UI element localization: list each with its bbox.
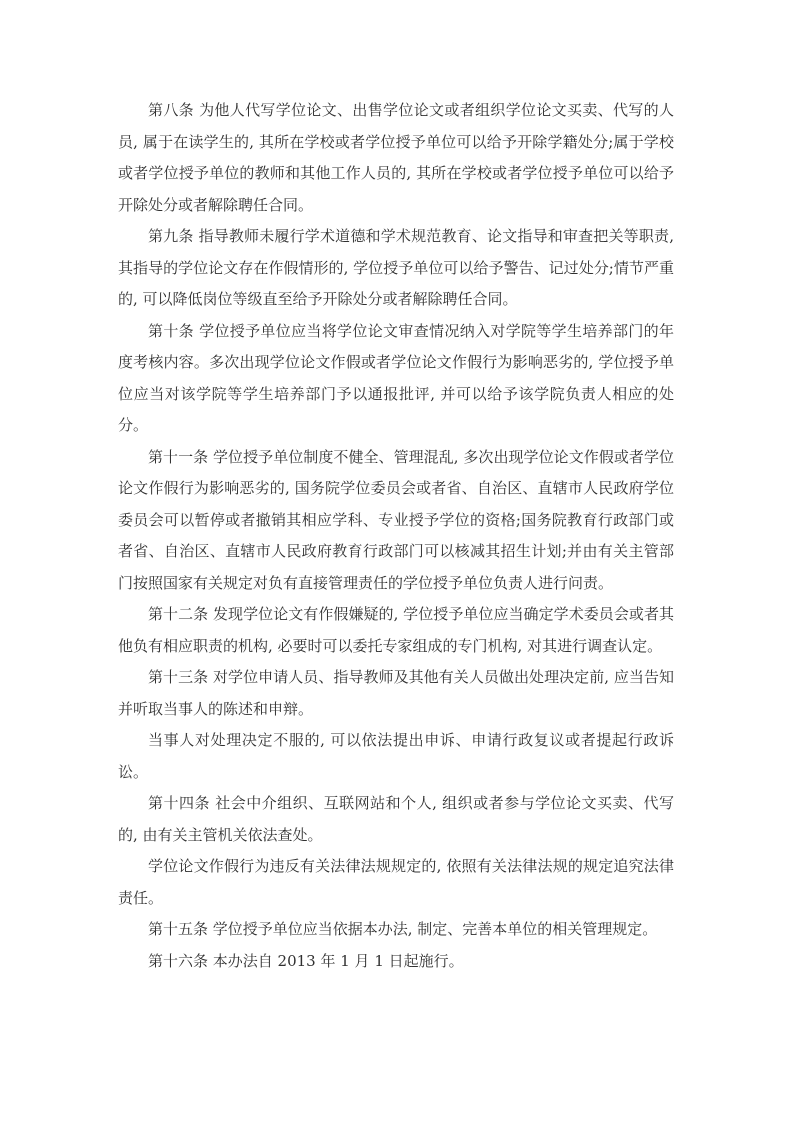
document-paragraph-article-9: 第九条 指导教师未履行学术道德和学术规范教育、论文指导和审查把关等职责, 其指导的学位论文存在作假情形的, 学位授予单位可以给予警告、记过处分;情节严重的, 可以降低岗位等级直至给予开除处分或者解除聘任合同。 — [118, 227, 674, 308]
document-paragraph-appeal: 当事人对处理决定不服的, 可以依法提出申诉、申请行政复议或者提起行政诉讼。 — [118, 731, 674, 781]
document-paragraph-legal-liability: 学位论文作假行为违反有关法律法规规定的, 依照有关法律法规的规定追究法律责任。 — [118, 857, 674, 907]
document-paragraph-article-8: 第八条 为他人代写学位论文、出售学位论文或者组织学位论文买卖、代写的人员, 属于在读学生的, 其所在学校或者学位授予单位可以给予开除学籍处分;属于学校或者学位授予单位的教师和其他工作人员的, 其所在学校或者学位授予单位可以给予开除处分或者解除聘任合同。 — [118, 101, 674, 214]
document-paragraph-article-12: 第十二条 发现学位论文有作假嫌疑的, 学位授予单位应当确定学术委员会或者其他负有相应职责的机构, 必要时可以委托专家组成的专门机构, 对其进行调查认定。 — [118, 605, 674, 655]
document-paragraph-article-10: 第十条 学位授予单位应当将学位论文审查情况纳入对学院等学生培养部门的年度考核内容。多次出现学位论文作假或者学位论文作假行为影响恶劣的, 学位授予单位应当对该学院等学生培养部门予以通报批评, 并可以给予该学院负责人相应的处分。 — [118, 321, 674, 434]
document-paragraph-article-13: 第十三条 对学位申请人员、指导教师及其他有关人员做出处理决定前, 应当告知并听取当事人的陈述和申辩。 — [118, 668, 674, 718]
document-paragraph-article-14: 第十四条 社会中介组织、互联网站和个人, 组织或者参与学位论文买卖、代写的, 由有关主管机关依法查处。 — [118, 794, 674, 844]
document-paragraph-article-11: 第十一条 学位授予单位制度不健全、管理混乱, 多次出现学位论文作假或者学位论文作假行为影响恶劣的, 国务院学位委员会或者省、自治区、直辖市人民政府学位委员会可以暂停或者撤销其相应学科、专业授予学位的资格;国务院教育行政部门或者省、自治区、直辖市人民政府教育行政部门可以核减其招生计划;并由有关主管部门按照国家有关规定对负有直接管理责任的学位授予单位负责人进行问责。 — [118, 447, 674, 592]
document-paragraph-article-16: 第十六条 本办法自 2013 年 1 月 1 日起施行。 — [148, 951, 464, 970]
document-paragraph-article-15: 第十五条 学位授予单位应当依据本办法, 制定、完善本单位的相关管理规定。 — [148, 920, 658, 938]
